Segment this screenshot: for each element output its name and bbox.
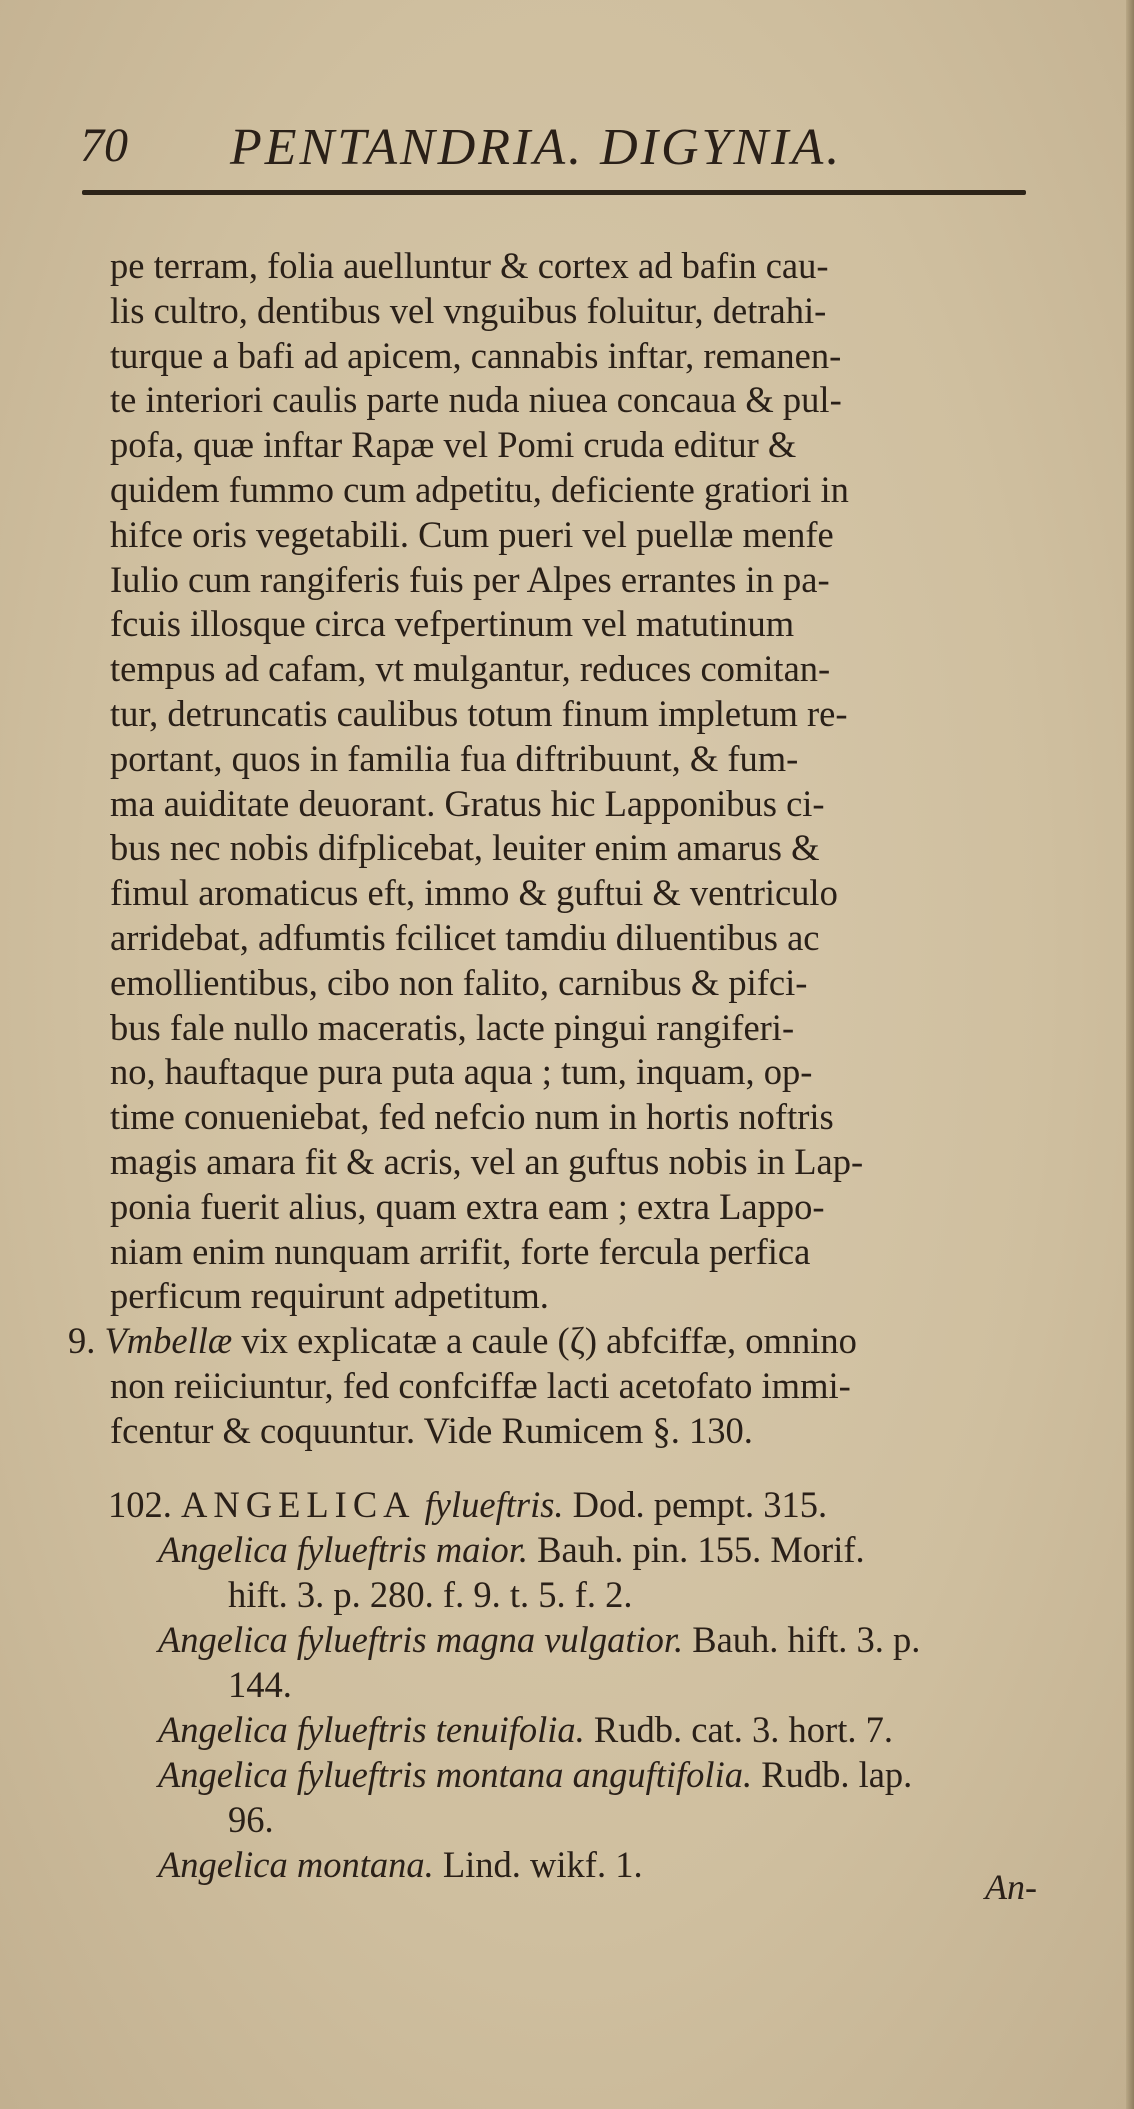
synonym-name: Angelica fylueftris montana anguftifolia. (158, 1754, 753, 1795)
text-line: tur, detruncatis caulibus totum finum impletum re- (110, 692, 848, 734)
synonym-continuation: hift. 3. p. 280. f. 9. t. 5. f. 2. (228, 1574, 633, 1615)
note-text: non reiiciuntur, fed confciffæ lacti acetofato immi- (110, 1364, 851, 1406)
synonym-name: Angelica fylueftris magna vulgatior. (158, 1619, 684, 1660)
synonym-line (108, 1527, 1068, 1572)
text-line: niam enim nunquam arrifit, forte fercula perfica (110, 1230, 811, 1272)
note-text: fcentur & coquuntur. Vide Rumicem §. 130. (110, 1409, 753, 1451)
running-head: PENTANDRIA. DIGYNIA. (230, 119, 843, 176)
synonym-reference: Rudb. lap. (761, 1754, 913, 1795)
text-line: magis amara fit & acris, vel an guftus nobis in Lap- (110, 1140, 864, 1182)
text-line: arridebat, adfumtis fcilicet tamdiu diluentibus ac (110, 916, 820, 958)
entry-reference: Dod. pempt. 315. (572, 1484, 828, 1525)
text-line: te interiori caulis parte nuda niuea concaua & pul- (110, 379, 842, 421)
text-line: Iulio cum rangiferis fuis per Alpes errantes in pa- (110, 558, 830, 600)
text-line: turque a bafi ad apicem, cannabis inftar, remanen- (110, 334, 842, 376)
page-number: 70 (80, 119, 128, 172)
text-line: ponia fuerit alius, quam extra eam ; extra Lappo- (110, 1185, 825, 1227)
note-line (110, 1364, 1070, 1409)
page-edge (1126, 0, 1134, 2109)
species-name: fylueftris. (424, 1484, 564, 1525)
text-line: fimul aromaticus eft, immo & guftui & ventriculo (110, 872, 838, 914)
synonym-continuation: 144. (228, 1664, 292, 1705)
text-line: fcuis illosque circa vefpertinum vel matutinum (110, 603, 795, 645)
synonym-name: Angelica fylueftris tenuifolia. (158, 1709, 585, 1750)
entry-heading (108, 1482, 1068, 1527)
note-term: Vmbellæ (104, 1320, 233, 1362)
text-line: emollientibus, cibo non falito, carnibus & pifci- (110, 961, 808, 1003)
page-header (80, 118, 1040, 178)
note-line (110, 1409, 1070, 1454)
header-rule (82, 190, 1026, 195)
text-line: ma auiditate deuorant. Gratus hic Lapponibus ci- (110, 782, 825, 824)
synonym-line (108, 1707, 1068, 1752)
text-line: lis cultro, dentibus vel vnguibus foluitur, detrahi- (110, 289, 827, 331)
genus-name: ANGELICA (181, 1484, 416, 1525)
main-paragraph (68, 244, 1070, 1454)
species-entry (108, 1482, 1068, 1887)
text-line: bus nec nobis difplicebat, leuiter enim amarus & (110, 827, 820, 869)
synonym-name: Angelica fylueftris maior. (158, 1529, 529, 1570)
synonym-name: Angelica montana. (158, 1844, 434, 1885)
note-number: 9. (68, 1320, 96, 1362)
synonym-reference: Lind. wikf. 1. (442, 1844, 643, 1885)
text-line: hifce oris vegetabili. Cum pueri vel puellæ menfe (110, 513, 834, 555)
text-line: pe terram, folia auelluntur & cortex ad bafin cau- (110, 245, 829, 286)
synonym-line (108, 1617, 1068, 1662)
synonym-reference: Bauh. hift. 3. p. (692, 1619, 921, 1660)
text-line: tempus ad cafam, vt mulgantur, reduces comitan- (110, 648, 831, 690)
synonym-reference: Rudb. cat. 3. hort. 7. (593, 1709, 893, 1750)
text-line: portant, quos in familia fua diftribuunt, & fum- (110, 737, 799, 779)
note-line (68, 1319, 1070, 1364)
text-line: pofa, quæ inftar Rapæ vel Pomi cruda editur & (110, 424, 797, 466)
synonym-line (108, 1752, 1068, 1797)
synonym-continuation: 96. (228, 1799, 274, 1840)
text-line: time conueniebat, fed nefcio num in hortis noftris (110, 1096, 834, 1138)
text-line: bus fale nullo maceratis, lacte pingui rangiferi- (110, 1006, 795, 1048)
text-line: no, hauftaque pura puta aqua ; tum, inquam, op- (110, 1051, 813, 1093)
text-line: quidem fummo cum adpetitu, deficiente gratiori in (110, 468, 849, 510)
catchword: An- (985, 1867, 1037, 1907)
text-line: perficum requirunt adpetitum. (110, 1275, 549, 1317)
entry-number: 102. (108, 1484, 172, 1525)
synonym-reference: Bauh. pin. 155. Morif. (537, 1529, 865, 1570)
note-text: vix explicatæ a caule (ζ) abfciffæ, omnino (232, 1320, 857, 1362)
synonym-line (108, 1842, 1068, 1887)
